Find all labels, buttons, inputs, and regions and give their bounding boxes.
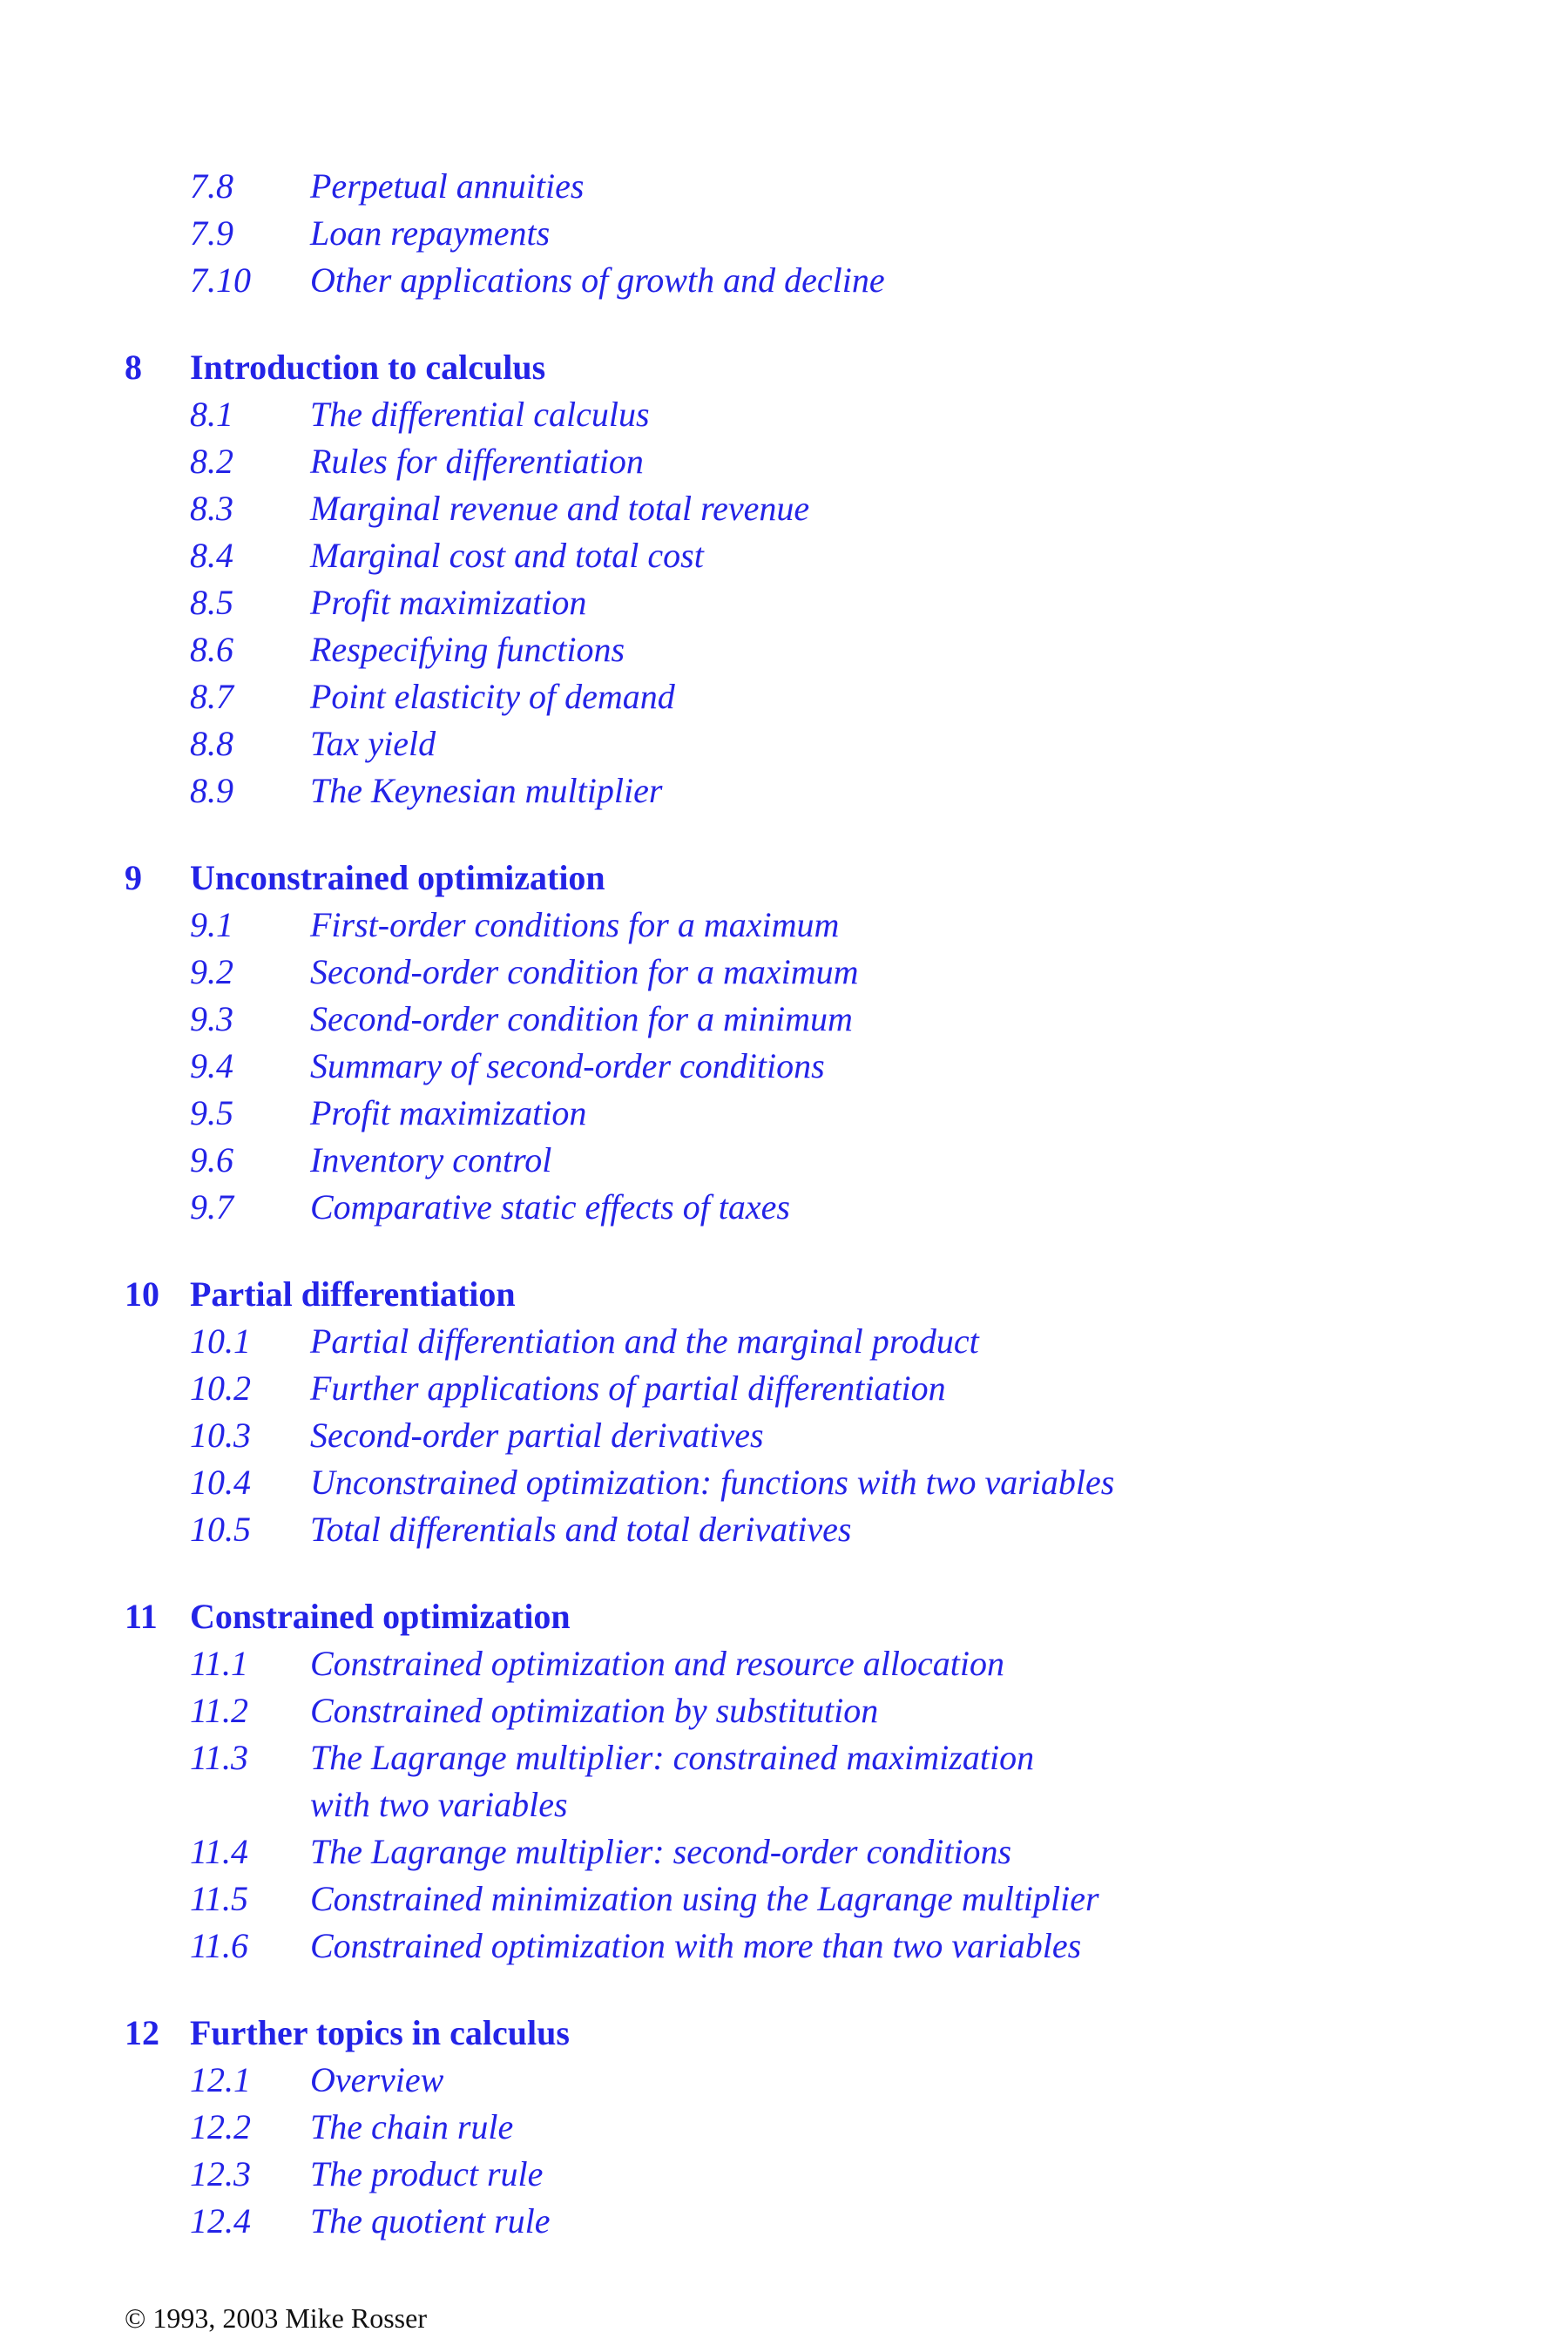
section-number: 8.4 [190,536,233,575]
toc-section-link[interactable] [125,673,1484,720]
toc-section-link[interactable] [125,1318,1484,1365]
toc-chapter-link[interactable] [125,1593,1484,1640]
toc-section-link[interactable] [125,626,1484,673]
section-number: 12.3 [190,2154,251,2193]
section-number: 9.3 [190,999,233,1038]
toc-chapter-group [125,855,1484,1231]
section-title: Perpetual annuities [310,166,585,206]
toc-section-link[interactable] [125,1640,1484,1687]
toc-chapter-group [125,1593,1484,1970]
section-number: 10.5 [190,1510,251,1549]
section-number: 10.3 [190,1416,251,1455]
section-title: Overview [310,2060,444,2099]
toc-section-link[interactable] [125,1365,1484,1412]
toc-chapter-link[interactable] [125,2010,1484,2057]
toc-chapter-link[interactable] [125,1271,1484,1318]
toc-section-link[interactable] [125,1137,1484,1184]
toc-section-link[interactable] [125,1184,1484,1231]
chapter-number: 9 [125,858,142,897]
section-title: Second-order partial derivatives [310,1416,764,1455]
table-of-contents [125,163,1484,2245]
section-number: 12.4 [190,2201,251,2240]
section-title: The Lagrange multiplier: second-order conditions [310,1832,1012,1871]
section-title: The product rule [310,2154,544,2193]
section-title: Constrained minimization using the Lagrange multiplier [310,1879,1099,1918]
section-title: Comparative static effects of taxes [310,1187,790,1227]
toc-section-link[interactable] [125,1876,1484,1923]
section-title: Second-order condition for a minimum [310,999,853,1038]
toc-section-link[interactable] [125,163,1484,210]
section-number: 8.9 [190,771,233,810]
toc-chapter-group [125,2010,1484,2245]
section-title: The differential calculus [310,395,650,434]
section-number: 7.10 [190,260,251,300]
toc-section-link[interactable] [125,2057,1484,2104]
section-title: Rules for differentiation [310,442,644,481]
section-title: Unconstrained optimization: functions with two variables [310,1463,1115,1502]
section-number: 9.6 [190,1140,233,1179]
section-title: Profit maximization [310,583,587,622]
section-number: 10.4 [190,1463,251,1502]
section-number: 8.5 [190,583,233,622]
chapter-number: 10 [125,1274,159,1314]
section-number: 11.4 [190,1832,249,1871]
section-title: Profit maximization [310,1093,587,1132]
section-title: Total differentials and total derivatives [310,1510,852,1549]
chapter-title: Introduction to calculus [190,348,546,387]
section-title: The Keynesian multiplier [310,771,663,810]
section-number: 11.5 [190,1879,249,1918]
toc-section-link[interactable] [125,902,1484,949]
toc-section-link[interactable] [125,210,1484,257]
toc-section-link[interactable] [125,391,1484,438]
section-title: Summary of second-order conditions [310,1046,825,1085]
toc-section-link[interactable] [125,767,1484,814]
section-title: First-order conditions for a maximum [310,905,840,944]
section-number: 11.3 [190,1738,249,1777]
section-number: 7.8 [190,166,233,206]
section-title: Partial differentiation and the marginal product [310,1321,979,1361]
section-number: 8.6 [190,630,233,669]
section-title: Tax yield [310,724,436,763]
toc-section-link[interactable] [125,1828,1484,1876]
section-number: 9.2 [190,952,233,991]
section-number: 12.2 [190,2107,251,2146]
toc-section-link[interactable] [125,1459,1484,1506]
section-number: 9.4 [190,1046,233,1085]
section-title: Point elasticity of demand [310,677,675,716]
toc-section-link[interactable] [125,257,1484,304]
section-title: Constrained optimization with more than two variables [310,1926,1082,1965]
section-title: Constrained optimization by substitution [310,1691,879,1730]
toc-chapter-group [125,344,1484,814]
toc-section-link[interactable] [125,1043,1484,1090]
section-number: 7.9 [190,213,233,253]
section-title: Marginal revenue and total revenue [310,489,810,528]
section-title: Marginal cost and total cost [310,536,704,575]
section-number: 11.6 [190,1926,249,1965]
chapter-number: 8 [125,348,142,387]
toc-section-link[interactable] [125,2151,1484,2198]
section-number: 9.5 [190,1093,233,1132]
chapter-title: Partial differentiation [190,1274,516,1314]
section-title: Respecifying functions [310,630,625,669]
toc-section-link[interactable] [125,1687,1484,1734]
toc-section-link[interactable] [125,1412,1484,1459]
section-number: 10.1 [190,1321,251,1361]
toc-chapter-link[interactable] [125,344,1484,391]
toc-chapter-group [125,163,1484,304]
section-title: Other applications of growth and decline [310,260,885,300]
toc-section-link[interactable] [125,1734,1484,1828]
section-title: Inventory control [310,1140,552,1179]
section-number: 9.1 [190,905,233,944]
toc-section-link[interactable] [125,2104,1484,2151]
toc-section-link[interactable] [125,579,1484,626]
toc-section-link[interactable] [125,1090,1484,1137]
toc-section-link[interactable] [125,949,1484,996]
section-number: 11.1 [190,1644,249,1683]
section-title: The chain rule [310,2107,514,2146]
copyright-notice: © 1993, 2003 Mike Rosser [125,2302,427,2334]
toc-chapter-link[interactable] [125,855,1484,902]
section-number: 12.1 [190,2060,251,2099]
section-title: Further applications of partial differentiation [310,1369,946,1408]
chapter-title: Further topics in calculus [190,2013,570,2052]
toc-section-link[interactable] [125,720,1484,767]
toc-section-link[interactable] [125,485,1484,532]
toc-section-link[interactable] [125,1506,1484,1553]
chapter-title: Constrained optimization [190,1597,571,1636]
section-number: 8.8 [190,724,233,763]
toc-section-link[interactable] [125,532,1484,579]
section-number: 8.2 [190,442,233,481]
chapter-number: 12 [125,2013,159,2052]
section-title: The quotient rule [310,2201,551,2240]
section-number: 10.2 [190,1369,251,1408]
section-title: The Lagrange multiplier: constrained maximization with two variables [310,1738,1035,1824]
toc-section-link[interactable] [125,1923,1484,1970]
chapter-title: Unconstrained optimization [190,858,605,897]
section-title: Loan repayments [310,213,551,253]
section-number: 11.2 [190,1691,249,1730]
section-title: Second-order condition for a maximum [310,952,859,991]
chapter-number: 11 [125,1597,158,1636]
section-title: Constrained optimization and resource allocation [310,1644,1005,1683]
toc-chapter-group [125,1271,1484,1553]
section-number: 8.1 [190,395,233,434]
toc-section-link[interactable] [125,996,1484,1043]
toc-section-link[interactable] [125,438,1484,485]
section-number: 9.7 [190,1187,233,1227]
toc-section-link[interactable] [125,2198,1484,2245]
section-number: 8.3 [190,489,233,528]
section-number: 8.7 [190,677,233,716]
